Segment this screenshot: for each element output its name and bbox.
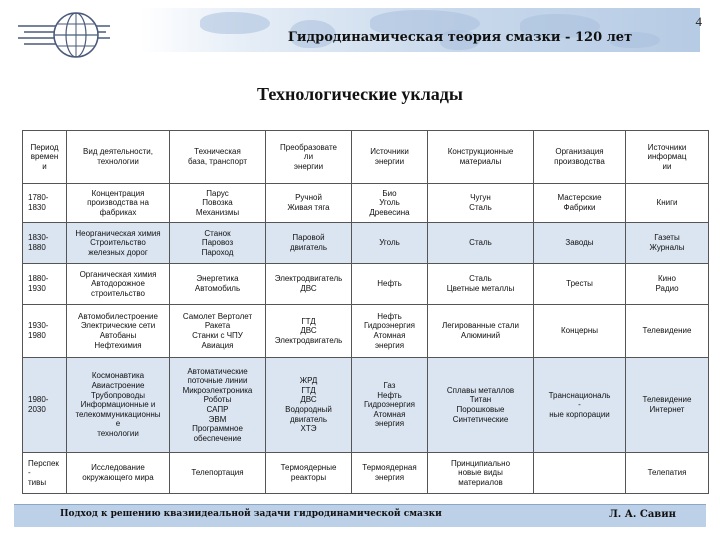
table-cell: Термоядерная энергия [352, 453, 428, 494]
presentation-title: Гидродинамическая теория смазки - 120 лет [287, 30, 633, 45]
table-cell: Концерны [534, 305, 626, 358]
table-cell: Уголь [352, 223, 428, 264]
table-cell: Телепортация [170, 453, 266, 494]
column-header: Вид деятельности, технологии [67, 131, 170, 184]
table-cell: Энергетика Автомобиль [170, 264, 266, 305]
table-cell: Тресты [534, 264, 626, 305]
table-cell: Космонавтика Авиастроение Трубопроводы Информационные и телекоммуникационны е технологии [67, 358, 170, 453]
table-cell: 1880- 1930 [23, 264, 67, 305]
table-cell [534, 453, 626, 494]
table-cell: Термоядерные реакторы [266, 453, 352, 494]
table-cell: 1830- 1880 [23, 223, 67, 264]
table-cell: Телепатия [626, 453, 709, 494]
page-number: 4 [695, 14, 702, 29]
footer-author: Л. А. Савин [608, 509, 676, 520]
table-cell: Неорганическая химия Строительство железных дорог [67, 223, 170, 264]
table-cell: Газеты Журналы [626, 223, 709, 264]
table-cell: Нефть Гидроэнергия Атомная энергия [352, 305, 428, 358]
column-header: Источники энергии [352, 131, 428, 184]
table-cell: Книги [626, 184, 709, 223]
table-cell: Самолет Вертолет Ракета Станки с ЧПУ Авиация [170, 305, 266, 358]
column-header: Техническая база, транспорт [170, 131, 266, 184]
table-cell: ЖРД ГТД ДВС Водородный двигатель ХТЭ [266, 358, 352, 453]
table-cell: 1930- 1980 [23, 305, 67, 358]
table-cell: Легированные стали Алюминий [428, 305, 534, 358]
table-cell: Сплавы металлов Титан Порошковые Синтетические [428, 358, 534, 453]
table-cell: Исследование окружающего мира [67, 453, 170, 494]
footer-bar [14, 504, 706, 527]
column-header: Конструкционные материалы [428, 131, 534, 184]
globe-logo-icon [6, 4, 116, 64]
table-cell: Био Уголь Древесина [352, 184, 428, 223]
table-cell: Перспек - тивы [23, 453, 67, 494]
table-row [23, 184, 709, 223]
table-cell: Транснациональ - ные корпорации [534, 358, 626, 453]
column-header: Источники информац ии [626, 131, 709, 184]
table-cell: Автоматические поточные линии Микроэлектроника Роботы САПР ЭВМ Программное обеспечение [170, 358, 266, 453]
table-cell: Чугун Сталь [428, 184, 534, 223]
table-cell: Электродвигатель ДВС [266, 264, 352, 305]
slide-header [0, 0, 720, 70]
table-row [23, 223, 709, 264]
table-cell: Сталь [428, 223, 534, 264]
table-cell: ГТД ДВС Электродвигатель [266, 305, 352, 358]
table-cell: Заводы [534, 223, 626, 264]
slide-title: Технологические уклады [257, 84, 463, 104]
footer-caption: Подход к решению квазиидеальной задачи гидродинамической смазки [60, 509, 442, 519]
table-cell: Автомобилестроение Электрические сети Автобаны Нефтехимия [67, 305, 170, 358]
technology-table [22, 130, 709, 494]
table-cell: 1780- 1830 [23, 184, 67, 223]
table-cell: Ручной Живая тяга [266, 184, 352, 223]
table-cell: Нефть [352, 264, 428, 305]
table-cell: Станок Паровоз Пароход [170, 223, 266, 264]
table-row [23, 358, 709, 453]
column-header: Период времен и [23, 131, 67, 184]
table-cell: Мастерские Фабрики [534, 184, 626, 223]
table-cell: Принципиально новые виды материалов [428, 453, 534, 494]
table-cell: Сталь Цветные металлы [428, 264, 534, 305]
table-row [23, 264, 709, 305]
column-header: Организация производства [534, 131, 626, 184]
table-cell: Телевидение [626, 305, 709, 358]
table-cell: Концентрация производства на фабриках [67, 184, 170, 223]
table-header-row [23, 131, 709, 184]
table-cell: Паровой двигатель [266, 223, 352, 264]
table-row [23, 305, 709, 358]
table-cell: Органическая химия Автодорожное строительство [67, 264, 170, 305]
table-row [23, 453, 709, 494]
table-cell: 1980- 2030 [23, 358, 67, 453]
table-cell: Телевидение Интернет [626, 358, 709, 453]
column-header: Преобразовате ли энергии [266, 131, 352, 184]
table-cell: Газ Нефть Гидроэнергия Атомная энергия [352, 358, 428, 453]
table-cell: Парус Повозка Механизмы [170, 184, 266, 223]
table-cell: Кино Радио [626, 264, 709, 305]
